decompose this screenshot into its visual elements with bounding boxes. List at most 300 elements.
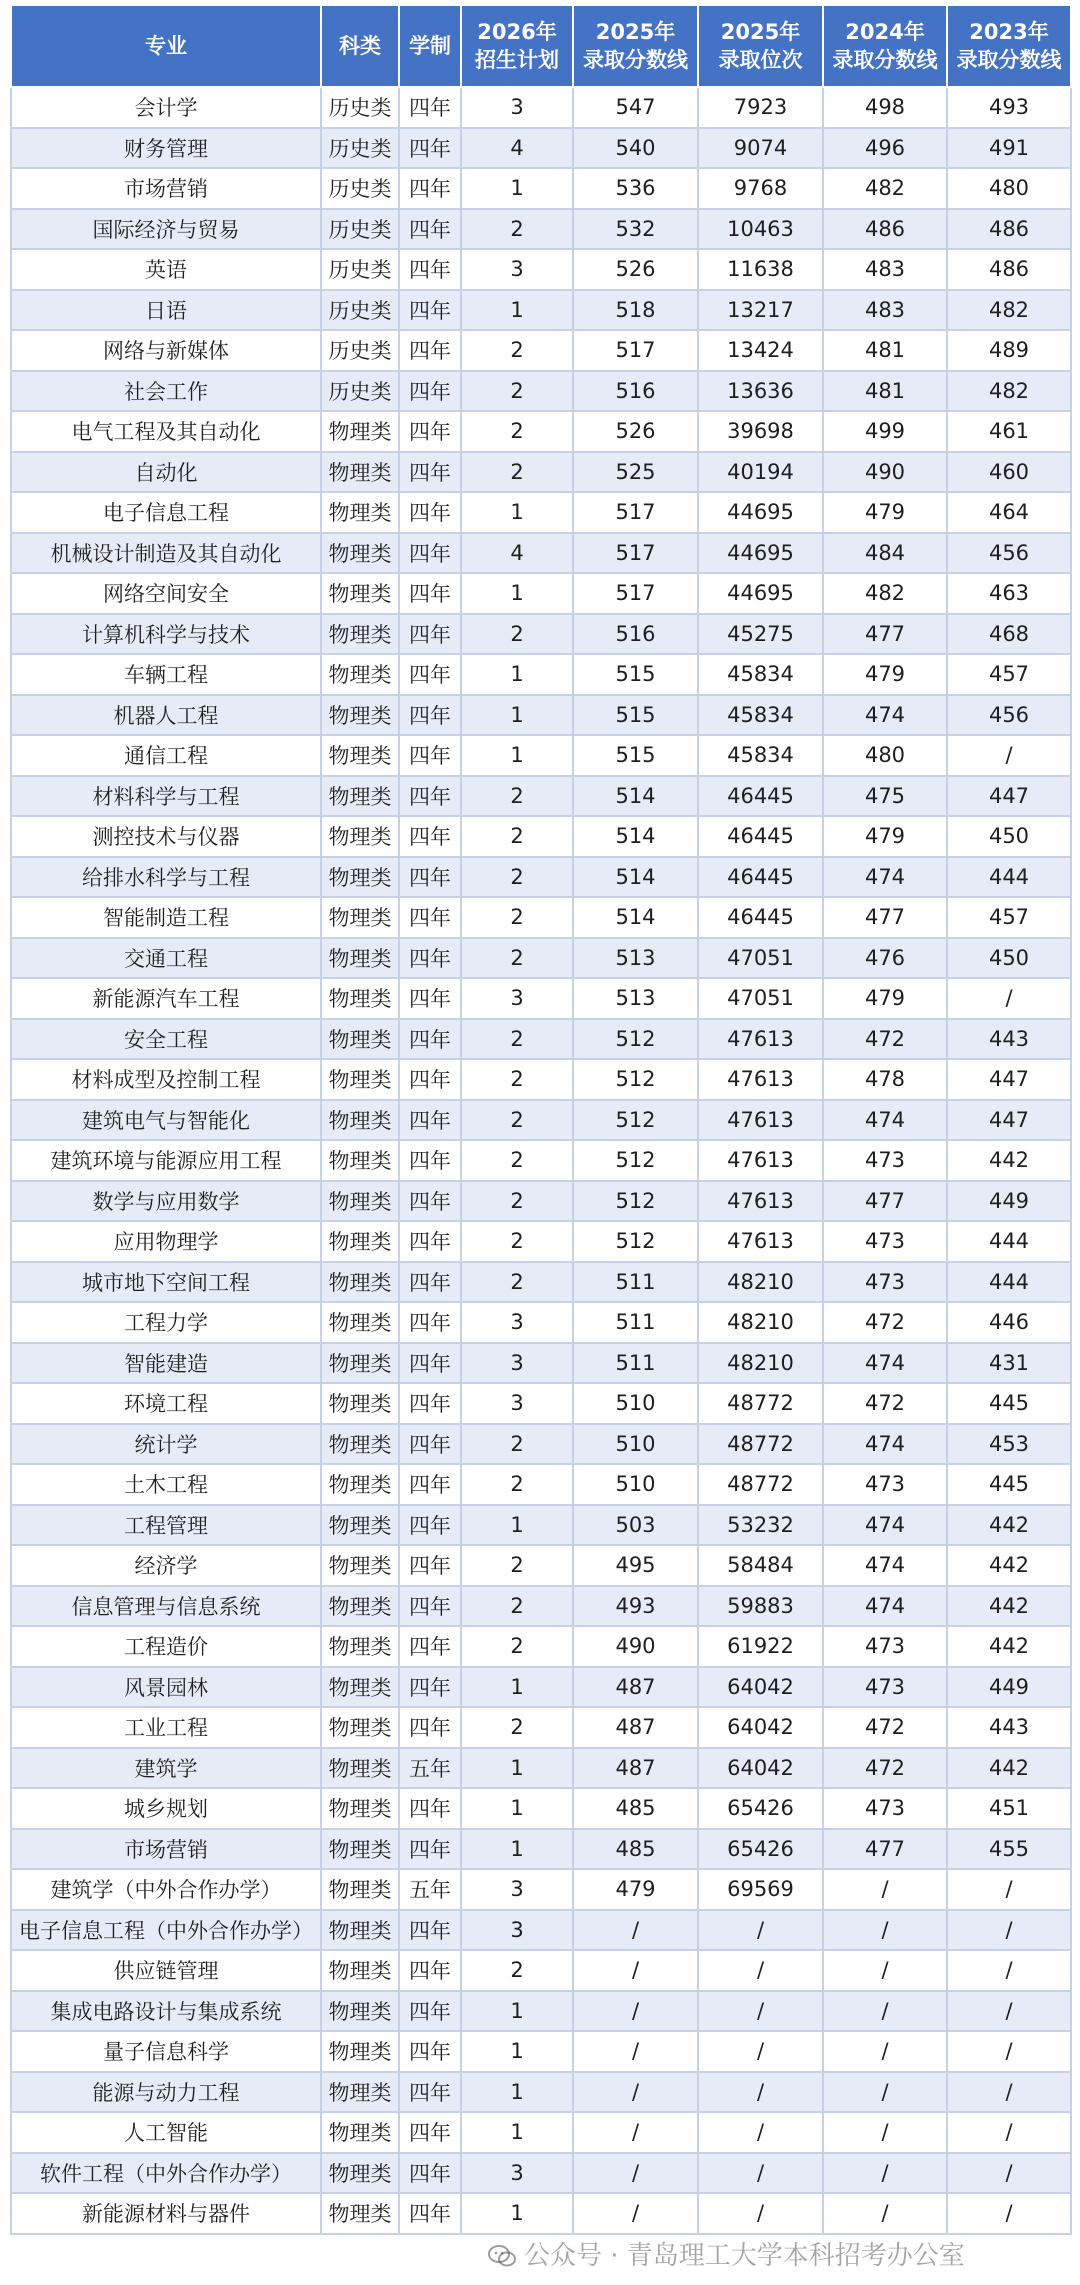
header-line: 科类: [339, 34, 381, 58]
cell-score-2024: 473: [823, 1140, 947, 1181]
cell-score-2025: 511: [573, 1343, 698, 1384]
cell-major: 环境工程: [11, 1383, 321, 1424]
cell-score-2025: /: [573, 2193, 698, 2234]
cell-score-2024: 474: [823, 857, 947, 898]
cell-rank-2025: 47613: [698, 1140, 823, 1181]
cell-score-2024: 473: [823, 1626, 947, 1667]
cell-plan-2026: 2: [461, 411, 573, 452]
cell-major: 机械设计制造及其自动化: [11, 533, 321, 574]
watermark: [488, 2235, 965, 2272]
cell-plan-2026: 3: [461, 1343, 573, 1384]
cell-category: 物理类: [321, 533, 399, 574]
table-row: [11, 1829, 1071, 1870]
cell-plan-2026: 1: [461, 2072, 573, 2113]
cell-score-2025: 490: [573, 1626, 698, 1667]
table-row: [11, 452, 1071, 493]
cell-major: 智能制造工程: [11, 897, 321, 938]
cell-score-2023: 450: [947, 938, 1071, 979]
cell-plan-2026: 1: [461, 492, 573, 533]
cell-category: 物理类: [321, 614, 399, 655]
cell-score-2025: 512: [573, 1019, 698, 1060]
cell-plan-2026: 2: [461, 1707, 573, 1748]
cell-major: 交通工程: [11, 938, 321, 979]
cell-duration: 四年: [399, 2112, 461, 2153]
cell-duration: 四年: [399, 614, 461, 655]
admission-score-table: [10, 4, 1072, 2235]
cell-score-2024: 479: [823, 816, 947, 857]
cell-category: 历史类: [321, 87, 399, 128]
cell-plan-2026: 2: [461, 371, 573, 412]
cell-category: 物理类: [321, 452, 399, 493]
cell-score-2024: /: [823, 2072, 947, 2113]
table-row: [11, 938, 1071, 979]
cell-score-2024: 482: [823, 168, 947, 209]
cell-plan-2026: 2: [461, 1019, 573, 1060]
table-row: [11, 1302, 1071, 1343]
table-row: [11, 533, 1071, 574]
cell-plan-2026: 2: [461, 857, 573, 898]
cell-category: 物理类: [321, 1910, 399, 1951]
cell-duration: 四年: [399, 209, 461, 250]
table-row: [11, 330, 1071, 371]
header-duration: [399, 5, 461, 87]
cell-major: 人工智能: [11, 2112, 321, 2153]
cell-major: 自动化: [11, 452, 321, 493]
cell-plan-2026: 2: [461, 1262, 573, 1303]
cell-category: 物理类: [321, 1140, 399, 1181]
cell-score-2023: 463: [947, 573, 1071, 614]
cell-score-2023: /: [947, 2031, 1071, 2072]
cell-major: 智能建造: [11, 1343, 321, 1384]
cell-duration: 四年: [399, 1424, 461, 1465]
cell-plan-2026: 2: [461, 1950, 573, 1991]
cell-major: 新能源汽车工程: [11, 978, 321, 1019]
table-row: [11, 492, 1071, 533]
cell-plan-2026: 3: [461, 978, 573, 1019]
cell-score-2025: 512: [573, 1221, 698, 1262]
cell-category: 物理类: [321, 978, 399, 1019]
cell-rank-2025: 40194: [698, 452, 823, 493]
cell-rank-2025: 58484: [698, 1545, 823, 1586]
cell-score-2024: /: [823, 2112, 947, 2153]
cell-score-2024: 490: [823, 452, 947, 493]
cell-score-2025: 487: [573, 1748, 698, 1789]
cell-plan-2026: 3: [461, 1302, 573, 1343]
cell-duration: 四年: [399, 1302, 461, 1343]
table-body: [11, 87, 1071, 2234]
cell-score-2024: 476: [823, 938, 947, 979]
cell-duration: 四年: [399, 249, 461, 290]
cell-score-2023: 447: [947, 1100, 1071, 1141]
cell-score-2025: /: [573, 1950, 698, 1991]
table-row: [11, 2031, 1071, 2072]
cell-rank-2025: 64042: [698, 1707, 823, 1748]
cell-score-2023: /: [947, 1869, 1071, 1910]
cell-rank-2025: 45834: [698, 654, 823, 695]
cell-major: 软件工程（中外合作办学）: [11, 2153, 321, 2194]
cell-category: 物理类: [321, 897, 399, 938]
cell-score-2024: 474: [823, 1545, 947, 1586]
cell-plan-2026: 2: [461, 938, 573, 979]
cell-duration: 四年: [399, 1829, 461, 1870]
cell-major: 工程力学: [11, 1302, 321, 1343]
cell-plan-2026: 3: [461, 87, 573, 128]
cell-score-2023: 460: [947, 452, 1071, 493]
cell-score-2024: 479: [823, 492, 947, 533]
cell-major: 计算机科学与技术: [11, 614, 321, 655]
cell-plan-2026: 1: [461, 2031, 573, 2072]
cell-major: 社会工作: [11, 371, 321, 412]
cell-category: 物理类: [321, 1788, 399, 1829]
cell-category: 物理类: [321, 776, 399, 817]
cell-score-2025: /: [573, 2112, 698, 2153]
table-row: [11, 735, 1071, 776]
cell-score-2024: 481: [823, 330, 947, 371]
table-row: [11, 1019, 1071, 1060]
cell-score-2024: 482: [823, 573, 947, 614]
cell-score-2023: 444: [947, 1262, 1071, 1303]
cell-score-2023: 449: [947, 1181, 1071, 1222]
cell-score-2023: /: [947, 735, 1071, 776]
cell-score-2024: 474: [823, 1505, 947, 1546]
cell-rank-2025: 64042: [698, 1667, 823, 1708]
cell-score-2025: /: [573, 2153, 698, 2194]
cell-score-2025: 512: [573, 1140, 698, 1181]
cell-major: 材料科学与工程: [11, 776, 321, 817]
cell-duration: 四年: [399, 1019, 461, 1060]
cell-score-2023: /: [947, 2153, 1071, 2194]
cell-plan-2026: 1: [461, 654, 573, 695]
cell-category: 物理类: [321, 735, 399, 776]
cell-score-2023: /: [947, 1991, 1071, 2032]
cell-plan-2026: 2: [461, 1424, 573, 1465]
cell-score-2024: 479: [823, 654, 947, 695]
cell-score-2024: 483: [823, 249, 947, 290]
cell-plan-2026: 2: [461, 1140, 573, 1181]
cell-major: 应用物理学: [11, 1221, 321, 1262]
table-row: [11, 128, 1071, 169]
cell-score-2023: 457: [947, 897, 1071, 938]
cell-score-2025: 510: [573, 1464, 698, 1505]
cell-score-2024: 483: [823, 290, 947, 331]
cell-plan-2026: 2: [461, 897, 573, 938]
cell-score-2025: 503: [573, 1505, 698, 1546]
cell-major: 工程管理: [11, 1505, 321, 1546]
cell-score-2024: 475: [823, 776, 947, 817]
cell-category: 物理类: [321, 816, 399, 857]
table-row: [11, 249, 1071, 290]
cell-major: 建筑电气与智能化: [11, 1100, 321, 1141]
cell-major: 工业工程: [11, 1707, 321, 1748]
cell-category: 物理类: [321, 1869, 399, 1910]
cell-score-2023: 457: [947, 654, 1071, 695]
header-plan-2026: [461, 5, 573, 87]
cell-category: 物理类: [321, 1991, 399, 2032]
cell-score-2023: 449: [947, 1667, 1071, 1708]
cell-duration: 四年: [399, 2193, 461, 2234]
table-row: [11, 897, 1071, 938]
cell-score-2024: 477: [823, 1181, 947, 1222]
cell-duration: 四年: [399, 1626, 461, 1667]
cell-score-2025: 513: [573, 978, 698, 1019]
cell-score-2025: 487: [573, 1707, 698, 1748]
cell-category: 物理类: [321, 1383, 399, 1424]
cell-category: 物理类: [321, 1019, 399, 1060]
cell-plan-2026: 2: [461, 330, 573, 371]
cell-score-2024: 472: [823, 1302, 947, 1343]
cell-score-2023: 450: [947, 816, 1071, 857]
cell-rank-2025: 45834: [698, 695, 823, 736]
cell-score-2025: 485: [573, 1788, 698, 1829]
cell-score-2023: 482: [947, 290, 1071, 331]
cell-major: 电气工程及其自动化: [11, 411, 321, 452]
cell-score-2024: 477: [823, 614, 947, 655]
cell-score-2024: 480: [823, 735, 947, 776]
cell-score-2025: 518: [573, 290, 698, 331]
cell-score-2025: 536: [573, 168, 698, 209]
cell-score-2023: 453: [947, 1424, 1071, 1465]
cell-score-2025: 514: [573, 776, 698, 817]
cell-rank-2025: 44695: [698, 492, 823, 533]
cell-rank-2025: 13424: [698, 330, 823, 371]
cell-score-2025: 517: [573, 573, 698, 614]
cell-score-2024: 484: [823, 533, 947, 574]
cell-score-2024: 478: [823, 1059, 947, 1100]
table-row: [11, 1505, 1071, 1546]
cell-category: 物理类: [321, 938, 399, 979]
cell-duration: 四年: [399, 816, 461, 857]
cell-score-2024: 481: [823, 371, 947, 412]
cell-major: 通信工程: [11, 735, 321, 776]
cell-rank-2025: 69569: [698, 1869, 823, 1910]
cell-duration: 四年: [399, 371, 461, 412]
cell-category: 历史类: [321, 290, 399, 331]
cell-rank-2025: 65426: [698, 1829, 823, 1870]
cell-major: 土木工程: [11, 1464, 321, 1505]
cell-major: 信息管理与信息系统: [11, 1586, 321, 1627]
table-row: [11, 1991, 1071, 2032]
cell-score-2024: 473: [823, 1221, 947, 1262]
cell-major: 日语: [11, 290, 321, 331]
cell-category: 物理类: [321, 654, 399, 695]
cell-score-2025: 515: [573, 654, 698, 695]
table-header: [11, 5, 1071, 87]
cell-score-2025: 515: [573, 695, 698, 736]
table-row: [11, 1667, 1071, 1708]
cell-rank-2025: /: [698, 2031, 823, 2072]
cell-major: 材料成型及控制工程: [11, 1059, 321, 1100]
cell-score-2024: 472: [823, 1748, 947, 1789]
cell-major: 机器人工程: [11, 695, 321, 736]
cell-major: 会计学: [11, 87, 321, 128]
cell-category: 物理类: [321, 1707, 399, 1748]
cell-score-2024: /: [823, 1910, 947, 1951]
cell-score-2025: 485: [573, 1829, 698, 1870]
cell-category: 物理类: [321, 1626, 399, 1667]
cell-score-2023: 442: [947, 1545, 1071, 1586]
cell-rank-2025: 13217: [698, 290, 823, 331]
cell-category: 物理类: [321, 1100, 399, 1141]
cell-duration: 四年: [399, 87, 461, 128]
cell-rank-2025: 45834: [698, 735, 823, 776]
cell-category: 物理类: [321, 2031, 399, 2072]
table-row: [11, 857, 1071, 898]
cell-major: 电子信息工程（中外合作办学）: [11, 1910, 321, 1951]
cell-score-2023: 445: [947, 1464, 1071, 1505]
table-row: [11, 209, 1071, 250]
cell-score-2023: 443: [947, 1707, 1071, 1748]
cell-plan-2026: 1: [461, 573, 573, 614]
cell-score-2023: 456: [947, 695, 1071, 736]
cell-duration: 四年: [399, 573, 461, 614]
header-line: 录取分数线: [832, 48, 938, 72]
cell-score-2025: 510: [573, 1424, 698, 1465]
cell-major: 新能源材料与器件: [11, 2193, 321, 2234]
cell-category: 物理类: [321, 492, 399, 533]
cell-rank-2025: 45275: [698, 614, 823, 655]
table-row: [11, 1869, 1071, 1910]
cell-plan-2026: 1: [461, 2193, 573, 2234]
cell-score-2024: 474: [823, 695, 947, 736]
cell-category: 物理类: [321, 2193, 399, 2234]
cell-score-2023: /: [947, 978, 1071, 1019]
cell-duration: 四年: [399, 1910, 461, 1951]
cell-plan-2026: 3: [461, 1910, 573, 1951]
cell-category: 历史类: [321, 209, 399, 250]
cell-duration: 四年: [399, 857, 461, 898]
cell-duration: 四年: [399, 654, 461, 695]
cell-score-2023: 444: [947, 1221, 1071, 1262]
cell-major: 国际经济与贸易: [11, 209, 321, 250]
cell-category: 物理类: [321, 1343, 399, 1384]
cell-category: 物理类: [321, 2153, 399, 2194]
cell-category: 历史类: [321, 330, 399, 371]
cell-major: 网络与新媒体: [11, 330, 321, 371]
cell-major: 城市地下空间工程: [11, 1262, 321, 1303]
cell-score-2023: 442: [947, 1626, 1071, 1667]
header-score-2024: [823, 5, 947, 87]
cell-category: 物理类: [321, 1464, 399, 1505]
cell-category: 物理类: [321, 1950, 399, 1991]
cell-major: 能源与动力工程: [11, 2072, 321, 2113]
cell-score-2025: 479: [573, 1869, 698, 1910]
cell-score-2024: 498: [823, 87, 947, 128]
cell-duration: 四年: [399, 1059, 461, 1100]
cell-plan-2026: 1: [461, 1505, 573, 1546]
cell-plan-2026: 2: [461, 1181, 573, 1222]
cell-score-2024: 472: [823, 1019, 947, 1060]
cell-rank-2025: 10463: [698, 209, 823, 250]
cell-category: 物理类: [321, 1221, 399, 1262]
header-line: 学制: [409, 34, 451, 58]
cell-score-2023: 442: [947, 1140, 1071, 1181]
cell-score-2023: 443: [947, 1019, 1071, 1060]
cell-duration: 四年: [399, 1181, 461, 1222]
cell-score-2025: 525: [573, 452, 698, 493]
wechat-icon: [488, 2245, 516, 2267]
cell-rank-2025: 46445: [698, 816, 823, 857]
cell-major: 电子信息工程: [11, 492, 321, 533]
cell-major: 建筑学: [11, 1748, 321, 1789]
header-score-2025: [573, 5, 698, 87]
cell-plan-2026: 1: [461, 1667, 573, 1708]
cell-plan-2026: 4: [461, 533, 573, 574]
table-row: [11, 1707, 1071, 1748]
cell-plan-2026: 2: [461, 1626, 573, 1667]
cell-score-2023: /: [947, 2193, 1071, 2234]
cell-rank-2025: 64042: [698, 1748, 823, 1789]
cell-duration: 四年: [399, 1586, 461, 1627]
cell-major: 城乡规划: [11, 1788, 321, 1829]
header-line: 招生计划: [475, 48, 559, 72]
cell-rank-2025: 7923: [698, 87, 823, 128]
cell-category: 物理类: [321, 1424, 399, 1465]
cell-score-2023: 447: [947, 1059, 1071, 1100]
cell-rank-2025: 46445: [698, 857, 823, 898]
cell-rank-2025: 44695: [698, 573, 823, 614]
cell-rank-2025: 47051: [698, 938, 823, 979]
cell-duration: 四年: [399, 776, 461, 817]
cell-score-2025: 526: [573, 249, 698, 290]
cell-duration: 四年: [399, 1991, 461, 2032]
cell-duration: 四年: [399, 1667, 461, 1708]
cell-duration: 四年: [399, 1383, 461, 1424]
table-row: [11, 614, 1071, 655]
table-row: [11, 695, 1071, 736]
cell-plan-2026: 2: [461, 209, 573, 250]
table-row: [11, 2072, 1071, 2113]
cell-category: 物理类: [321, 2072, 399, 2113]
header-line: 2023年: [969, 20, 1049, 44]
cell-score-2024: 474: [823, 1343, 947, 1384]
table-row: [11, 978, 1071, 1019]
table-row: [11, 371, 1071, 412]
table-row: [11, 654, 1071, 695]
cell-score-2024: 477: [823, 897, 947, 938]
cell-duration: 四年: [399, 1950, 461, 1991]
cell-major: 安全工程: [11, 1019, 321, 1060]
cell-score-2023: 451: [947, 1788, 1071, 1829]
cell-score-2023: 464: [947, 492, 1071, 533]
cell-score-2025: 515: [573, 735, 698, 776]
header-major: [11, 5, 321, 87]
cell-score-2023: 442: [947, 1586, 1071, 1627]
cell-score-2023: 442: [947, 1748, 1071, 1789]
cell-score-2025: 512: [573, 1059, 698, 1100]
cell-plan-2026: 3: [461, 2153, 573, 2194]
cell-score-2023: 491: [947, 128, 1071, 169]
cell-plan-2026: 2: [461, 452, 573, 493]
cell-duration: 四年: [399, 1505, 461, 1546]
cell-major: 测控技术与仪器: [11, 816, 321, 857]
cell-category: 物理类: [321, 695, 399, 736]
cell-category: 物理类: [321, 1302, 399, 1343]
table-row: [11, 1545, 1071, 1586]
cell-duration: 四年: [399, 2031, 461, 2072]
cell-score-2024: 473: [823, 1262, 947, 1303]
cell-score-2023: 431: [947, 1343, 1071, 1384]
cell-score-2025: 514: [573, 816, 698, 857]
table-row: [11, 573, 1071, 614]
cell-plan-2026: 2: [461, 776, 573, 817]
table-row: [11, 1181, 1071, 1222]
cell-rank-2025: 48210: [698, 1343, 823, 1384]
cell-score-2024: 486: [823, 209, 947, 250]
cell-plan-2026: 2: [461, 1221, 573, 1262]
cell-category: 物理类: [321, 1059, 399, 1100]
cell-category: 历史类: [321, 168, 399, 209]
table-row: [11, 1262, 1071, 1303]
